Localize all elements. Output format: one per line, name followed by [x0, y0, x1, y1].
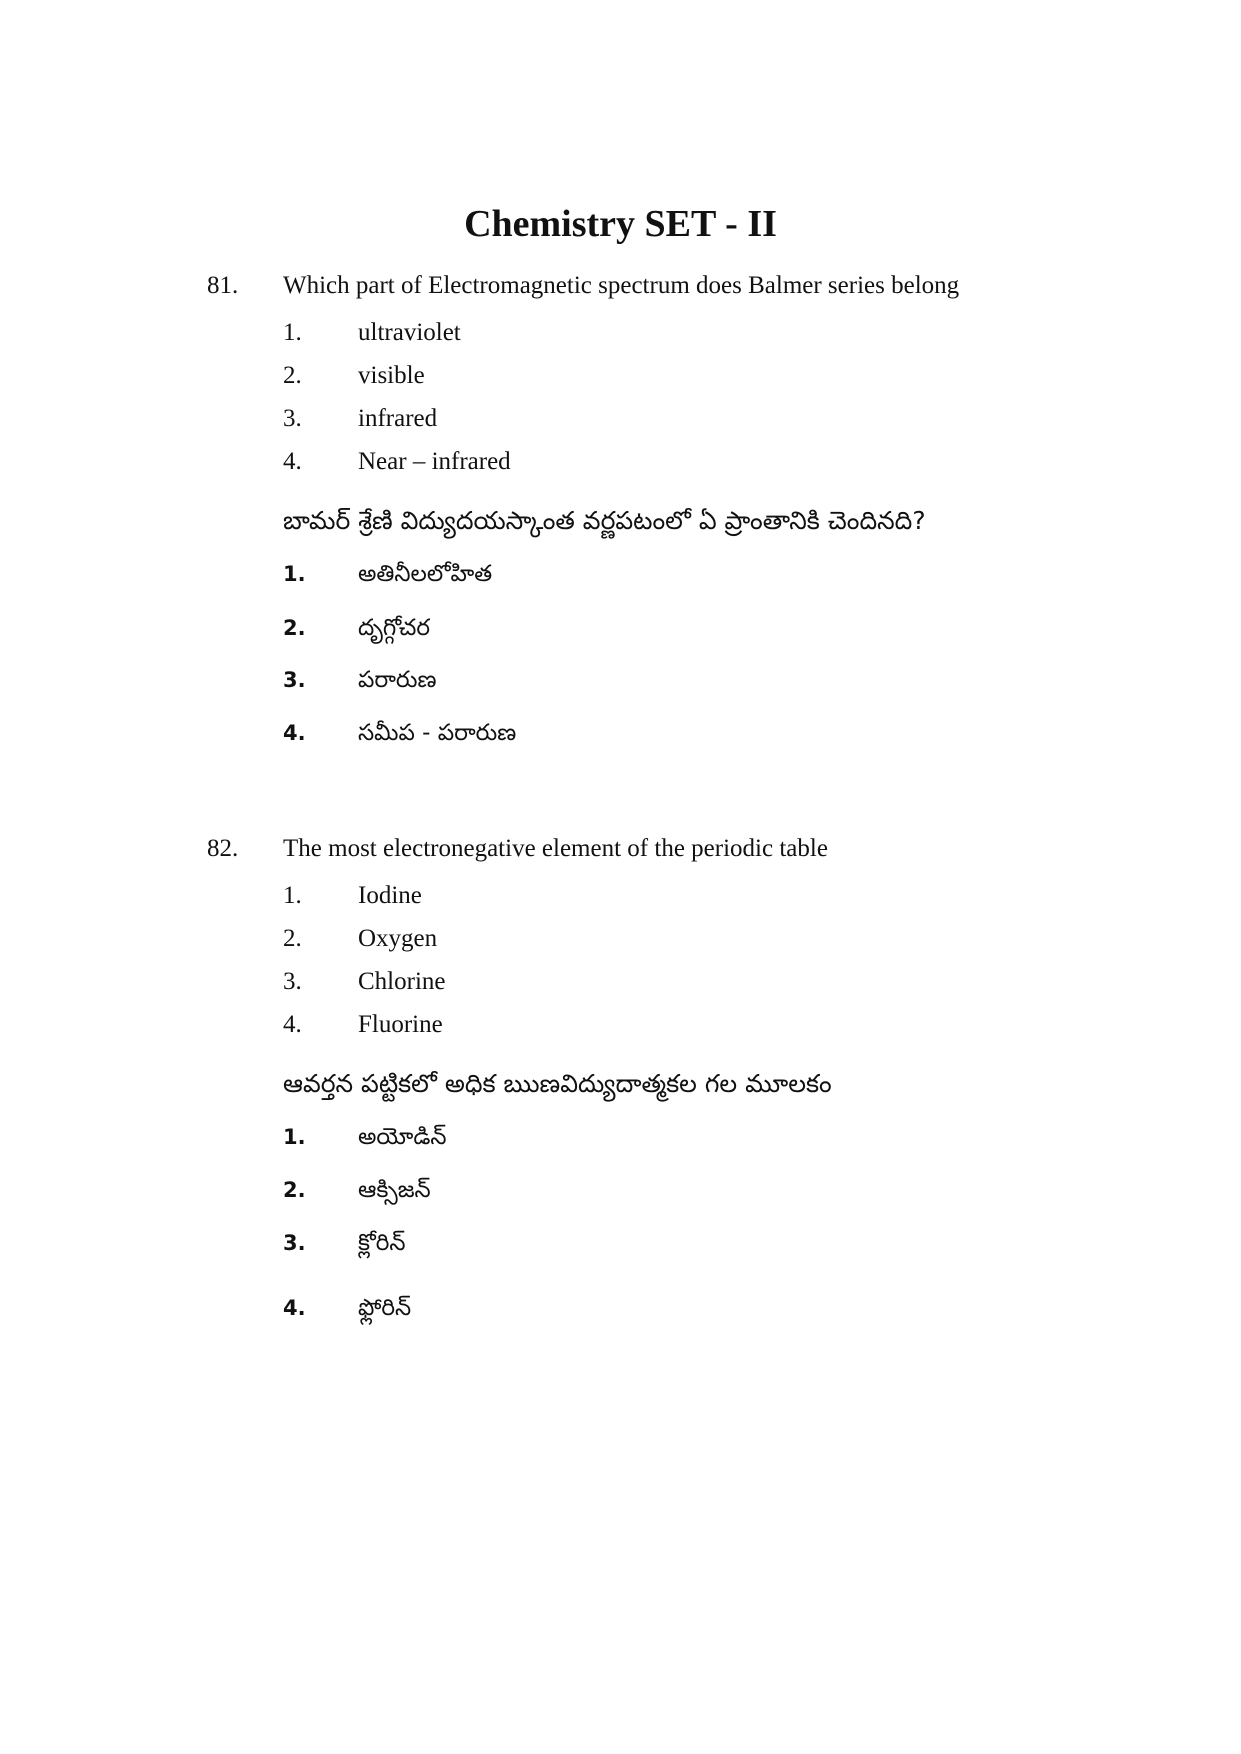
- question-text-te: ఆవర్తన పట్టికలో అధిక ఋణవిద్యుదాత్మకల గల మూలకం: [283, 1069, 832, 1098]
- option-number: 4.: [283, 1011, 302, 1038]
- option-te: [283, 558, 492, 590]
- option-number: 1.: [283, 882, 302, 909]
- option-text: Iodine: [358, 882, 422, 909]
- option-number: 1.: [283, 562, 306, 586]
- question-text-en: The most electronegative element of the periodic table: [283, 835, 828, 862]
- option-en: [283, 317, 461, 349]
- option-text: క్లోరిన్: [358, 1230, 406, 1256]
- option-en: [283, 446, 511, 478]
- page-title: Chemistry SET - II: [464, 203, 777, 245]
- option-text: infrared: [358, 405, 438, 432]
- option-number: 4.: [283, 1296, 306, 1320]
- question-number: 82.: [207, 835, 239, 862]
- option-number: 3.: [283, 668, 306, 692]
- option-te: [283, 664, 437, 696]
- option-text: visible: [358, 362, 425, 389]
- option-en: [283, 360, 425, 392]
- option-text: Oxygen: [358, 925, 438, 952]
- option-number: 1.: [283, 319, 302, 346]
- option-en: [283, 403, 437, 435]
- option-en: [283, 1009, 443, 1041]
- option-text: Near – infrared: [358, 448, 511, 475]
- option-number: 3.: [283, 1231, 306, 1255]
- option-text: దృగ్గోచర: [358, 615, 430, 641]
- option-te: [283, 1227, 406, 1259]
- option-te: [283, 717, 516, 749]
- option-te: [283, 1121, 447, 1153]
- option-te: [283, 1174, 431, 1206]
- option-text: పరారుణ: [358, 667, 437, 693]
- option-number: 1.: [283, 1125, 306, 1149]
- option-en: [283, 966, 446, 998]
- question-text-te: బామర్ శ్రేణి విద్యుదయస్కాంత వర్ణపటంలో ఏ ప్రాంతానికి చెందినది?: [283, 506, 926, 535]
- option-text: ఆక్సిజన్: [358, 1177, 431, 1203]
- option-number: 2.: [283, 616, 306, 640]
- option-text: ఫ్లోరిన్: [358, 1295, 412, 1321]
- option-te: [283, 612, 430, 644]
- option-number: 3.: [283, 405, 302, 432]
- option-text: Fluorine: [358, 1011, 443, 1038]
- option-number: 4.: [283, 721, 306, 745]
- option-text: సమీప - పరారుణ: [358, 720, 517, 746]
- option-number: 2.: [283, 1178, 306, 1202]
- option-en: [283, 923, 437, 955]
- question-text-en: Which part of Electromagnetic spectrum does Balmer series belong: [283, 272, 960, 299]
- option-number: 2.: [283, 362, 302, 389]
- option-text: అతినీలలోహిత: [358, 561, 493, 587]
- option-number: 3.: [283, 968, 302, 995]
- option-text: Chlorine: [358, 968, 446, 995]
- question-number: 81.: [207, 272, 239, 299]
- option-number: 4.: [283, 448, 302, 475]
- option-text: అయోడిన్: [358, 1124, 447, 1150]
- option-te: [283, 1292, 411, 1324]
- option-text: ultraviolet: [358, 319, 461, 346]
- option-number: 2.: [283, 925, 302, 952]
- option-en: [283, 880, 422, 912]
